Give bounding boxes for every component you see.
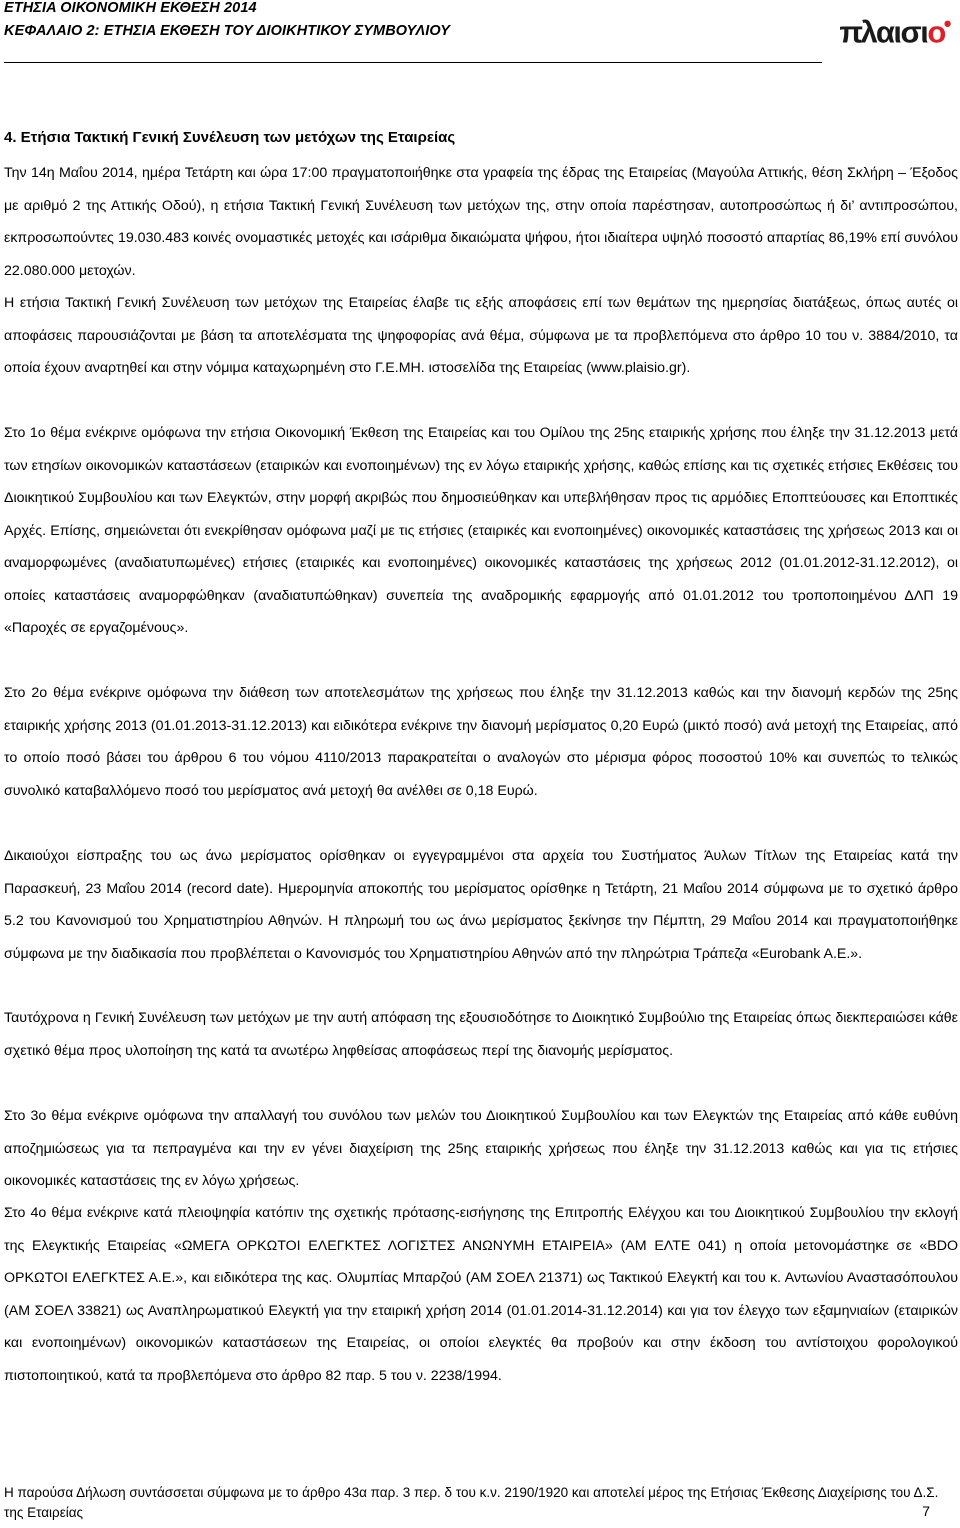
paragraph-attendance: Την 14η Μαΐου 2014, ημέρα Τετάρτη και ώρα 17:00 πραγματοποιήθηκε στα γραφεία της έδρας της Εταιρείας (Μαγούλα Αττικής, θέση Σκλήρη – Έξοδος με αριθμό 2 της Αττικής Οδού), η ετήσια Τακτική Γενική Συνέλευση των μετόχων της, στην οποία παρέστησαν, αυτοπροσώπως ή δι’ αντιπροσώπου, εκπροσωπούντες 19.030.483 κοινές ονομαστικές μετοχές και ισάριθμα δικαιώματα ψήφου, ήτοι ιδιαίτερα υψηλό ποσοστό απαρτίας 86,19% επί συνόλου 22.080.000 μετοχών. <box>4 165 958 279</box>
header-rule <box>4 62 822 63</box>
page-number: 7 <box>922 1503 930 1519</box>
paragraph-item-3: Στο 3ο θέμα ενέκρινε ομόφωνα την απαλλαγή του συνόλου των μελών του Διοικητικού Συμβουλίου και των Ελεγκτών της Εταιρείας από κάθε ευθύνη αποζημιώσεως για τα πεπραγμένα και την εν γένει διαχείριση της 25ης εταιρικής χρήσεως που έληξε την 31.12.2013 καθώς και για τις ετήσιες οικονομικές καταστάσεις της εν λόγω χρήσεως. <box>4 1108 958 1189</box>
paragraph-item-4: Στο 4ο θέμα ενέκρινε κατά πλειοψηφία κατόπιν της σχετικής πρότασης-εισήγησης της Επιτροπής Ελέγχου και του Διοικητικού Συμβουλίου την εκλογή της Ελεγκτικής Εταιρείας «ΩΜΕΓΑ ΟΡΚΩΤΟΙ ΕΛΕΓΚΤΕΣ ΛΟΓΙΣΤΕΣ ΑΝΩΝΥΜΗ ΕΤΑΙΡΕΙΑ» (ΑΜ ΕΛΤΕ 041) η οποία μετονομάστηκε σε «BDO ΟΡΚΩΤΟΙ ΕΛΕΓΚΤΕΣ Α.Ε.», και ειδικότερα της κας. Ολυμπίας Μπαρζού (ΑΜ ΣΟΕΛ 21371) ως Τακτικού Ελεγκτή και του κ. Αντωνίου Αναστασόπουλου (ΑΜ ΣΟΕΛ 33821) ως Αναπληρωματικού Ελεγκτή για την εταιρική χρήση 2014 (01.01.2014-31.12.2014) και για τον έλεγχο των εξαμηνιαίων (εταιρικών και ενοποιημένων) οικονομικών καταστάσεων της Εταιρείας, οι οποίοι ελεγκτές θα προβούν και στην έκδοση του αντίστοιχου φορολογικού πιστοποιητικού, κατά τα προβλεπόμενα στο άρθρο 82 παρ. 5 του ν. 2238/1994. <box>4 1205 958 1384</box>
paragraph-item-1: Στο 1ο θέμα ενέκρινε ομόφωνα την ετήσια Οικονομική Έκθεση της Εταιρείας και του Ομίλου της 25ης εταιρικής χρήσης που έληξε την 31.12.2013 μετά των ετησίων οικονομικών καταστάσεων (εταιρικών και ενοποιημένων) της εν λόγω εταιρικής χρήσης, καθώς επίσης και τις σχετικές ετήσιες Εκθέσεις του Διοικητικού Συμβουλίου και των Ελεγκτών, στην μορφή ακριβώς που δημοσιεύθηκαν και υπεβλήθησαν προς τις αρμόδιες Εποπτεύουσες και Εποπτικές Αρχές. Επίσης, σημειώνεται ότι ενεκρίθησαν ομόφωνα μαζί με τις ετήσιες (εταιρικές και ενοποιημένες) οικονομικές καταστάσεις της χρήσεως 2013 και οι αναμορφωμένες (αναδιατυπωμένες) ετήσιες (εταιρικές και ενοποιημένες) οικονομικές καταστάσεις της χρήσεως 2012 (01.01.2012-31.12.2012), οι οποίες καταστάσεις αναμορφώθηκαν (αναδιατυπώθηκαν) συνεπεία της αναδρομικής εφαρμογής από 01.01.2012 του τροποποιημένου ΔΛΠ 19 «Παροχές σε εργαζομένους». <box>4 425 958 636</box>
plaisio-logo: πλαισιο• <box>839 11 950 50</box>
paragraph-dividend-beneficiaries: Δικαιούχοι είσπραξης του ως άνω μερίσματος ορίσθηκαν οι εγγεγραμμένοι στα αρχεία του Συστήματος Άυλων Τίτλων της Εταιρείας κατά την Παρασκευή, 23 Μαΐου 2014 (record date). Ημερομηνία αποκοπής του μερίσματος ορίσθηκε η Τετάρτη, 21 Μαΐου 2014 σύμφωνα με το σχετικό άρθρο 5.2 του Κανονισμού του Χρηματιστηρίου Αθηνών. Η πληρωμή του ως άνω μερίσματος ξεκίνησε την Πέμπτη, 29 Μαΐου 2014 και πραγματοποιήθηκε σύμφωνα με την διαδικασία που προβλέπεται ο Κανονισμός του Χρηματιστηρίου Αθηνών από την πληρώτρια Τράπεζα «Eurobank A.E.». <box>4 848 958 962</box>
chapter-title: ΚΕΦΑΛΑΙΟ 2: ΕΤΗΣΙΑ ΕΚΘΕΣΗ ΤΟΥ ΔΙΟΙΚΗΤΙΚΟΥ ΣΥΜΒΟΥΛΙΟΥ <box>4 23 450 39</box>
paragraph-board-authorization: Ταυτόχρονα η Γενική Συνέλευση των μετόχων με την αυτή απόφαση της εξουσιοδότησε το Διοικητικό Συμβούλιο της Εταιρείας όπως διεκπεραιώσει κάθε σχετικό θέμα προς υλοποίηση της κατά τα ανωτέρω ληφθείσας αποφάσεως περί της διανομής μερίσματος. <box>4 1010 958 1059</box>
section-title: 4. Ετήσια Τακτική Γενική Συνέλευση των μετόχων της Εταιρείας <box>4 129 456 146</box>
paragraph-decisions-intro: Η ετήσια Τακτική Γενική Συνέλευση των μετόχων της Εταιρείας έλαβε τις εξής αποφάσεις επί των θεμάτων της ημερησίας διατάξεως, όπως αυτές οι αποφάσεις παρουσιάζονται με βάση τα αποτελέσματα της ψηφοφορίας ανά θέμα, σύμφωνα με τα προβλεπόμενα στο άρθρο 10 του ν. 3884/2010, τα οποία έχουν αναρτηθεί και στην νόμιμα καταχωρημένη στο Γ.Ε.ΜΗ. ιστοσελίδα της Εταιρείας (www.plaisio.gr). <box>4 295 958 376</box>
report-title: ΕΤΗΣΙΑ ΟΙΚΟΝΟΜΙΚΗ ΕΚΘΕΣΗ 2014 <box>4 0 257 16</box>
page-header <box>4 0 954 80</box>
paragraph-item-2: Στο 2ο θέμα ενέκρινε ομόφωνα την διάθεση των αποτελεσμάτων της χρήσεως που έληξε την 31.12.2013 καθώς και την διανομή κερδών της 25ης εταιρικής χρήσης 2013 (01.01.2013-31.12.2013) και ειδικότερα ενέκρινε την διανομή μερίσματος 0,20 Ευρώ (μικτό ποσό) ανά μετοχή της Εταιρείας, από το οποίο ποσό βάσει του άρθρου 6 του νόμου 4110/2013 παρακρατείται ο αναλογών στο μέρισμα φόρος ποσοστού 10% και συνεπώς το τελικώς συνολικό καταβαλλόμενο ποσό του μερίσματος ανά μετοχή θα ανέλθει σε 0,18 Ευρώ. <box>4 685 958 799</box>
page-footer: Η παρούσα Δήλωση συντάσσεται σύμφωνα με το άρθρο 43α παρ. 3 περ. δ του κ.ν. 2190/1920 και αποτελεί μέρος της Ετήσιας Έκθεσης Διαχείρισης του Δ.Σ. της Εταιρείας <box>4 1485 939 1520</box>
